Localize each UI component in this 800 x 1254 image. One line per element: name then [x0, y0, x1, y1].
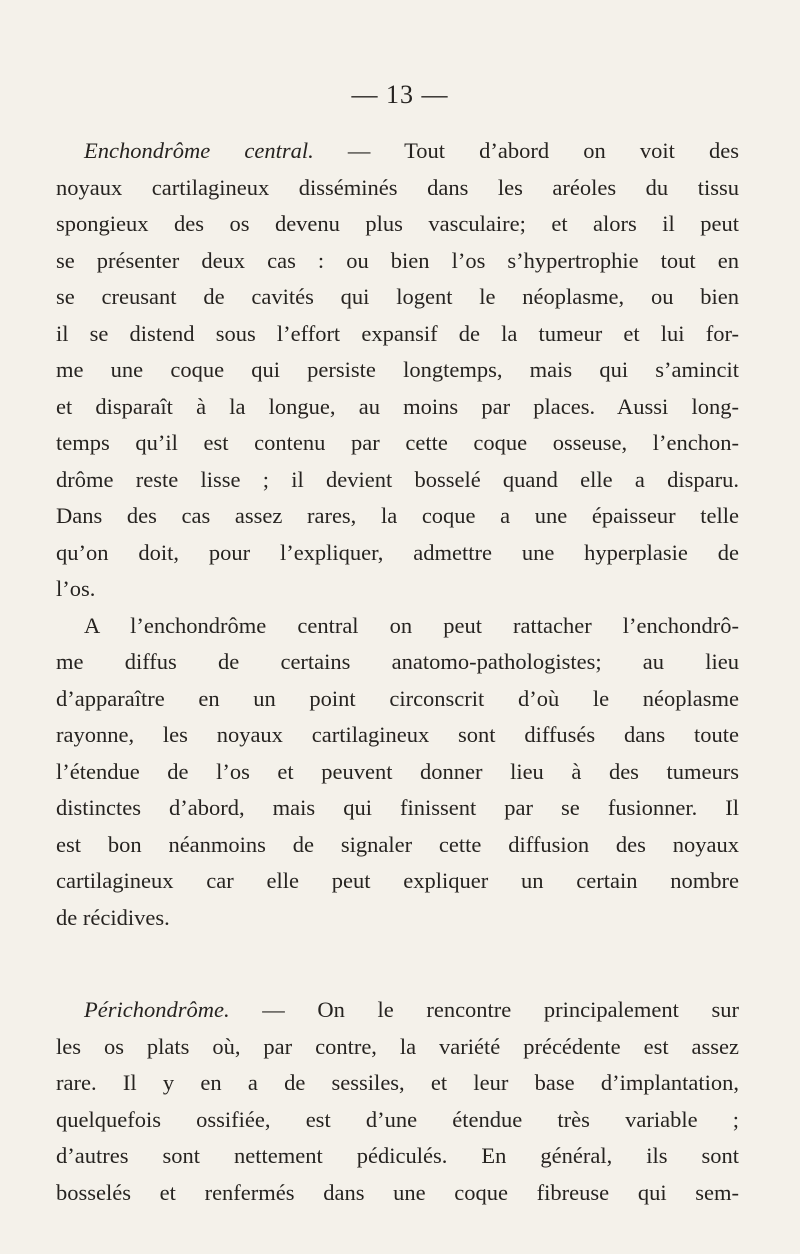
text-line: de récidives. — [56, 904, 170, 930]
text-line: Périchondrôme. — On le rencontre principalement sur — [84, 997, 739, 1022]
text-line: distinctes d’abord, mais qui finissent par se fusionner. Il — [56, 795, 739, 820]
text-line: rare. Il y en a de sessiles, et leur base d’implantation, — [56, 1070, 739, 1095]
text-line: Dans des cas assez rares, la coque a une épaisseur telle — [56, 503, 739, 528]
text-line: les os plats où, par contre, la variété précédente est assez — [56, 1033, 739, 1059]
section-gap — [56, 936, 739, 992]
text-line: me une coque qui persiste longtemps, mais qui s’amincit — [56, 357, 739, 382]
paragraph-perichondrome — [56, 992, 739, 1211]
paragraph-enchondrome-diffus — [56, 608, 739, 937]
text-line: est bon néanmoins de signaler cette diffusion des noyaux — [56, 831, 739, 857]
text-line: se présenter deux cas : ou bien l’os s’hypertrophie tout en — [56, 247, 739, 273]
text-line: drôme reste lisse ; il devient bosselé quand elle a disparu. — [56, 466, 739, 492]
text-line: Enchondrôme central. — Tout d’abord on voit des — [84, 138, 739, 163]
text-line: cartilagineux car elle peut expliquer un certain nombre — [56, 868, 739, 893]
section-title: Périchondrôme. — [84, 997, 230, 1022]
text-line: A l’enchondrôme central on peut rattacher l’enchondrô- — [84, 612, 739, 638]
text-line: rayonne, les noyaux cartilagineux sont diffusés dans toute — [56, 722, 739, 747]
text-line: qu’on doit, pour l’expliquer, admettre une hyperplasie de — [56, 539, 739, 565]
text-line: quelquefois ossifiée, est d’une étendue très variable ; — [56, 1106, 739, 1132]
text-line: temps qu’il est contenu par cette coque osseuse, l’enchon- — [56, 430, 739, 455]
text-line: l’étendue de l’os et peuvent donner lieu à des tumeurs — [56, 758, 739, 784]
page-number: — 13 — — [351, 80, 449, 109]
text-line: bosselés et renfermés dans une coque fibreuse qui sem- — [56, 1179, 739, 1205]
text-line: noyaux cartilagineux disséminés dans les aréoles du tissu — [56, 174, 739, 200]
section-title: Enchondrôme central. — [84, 138, 314, 163]
text-line: d’apparaître en un point circonscrit d’où le néoplasme — [56, 685, 739, 711]
body-text — [56, 133, 739, 1211]
text-line: l’os. — [56, 576, 96, 601]
text-line: il se distend sous l’effort expansif de la tumeur et lui for- — [56, 320, 739, 346]
text-line: d’autres sont nettement pédiculés. En général, ils sont — [56, 1143, 739, 1168]
text-line: me diffus de certains anatomo-pathologistes; au lieu — [56, 649, 739, 674]
text-line: spongieux des os devenu plus vasculaire; et alors il peut — [56, 211, 739, 236]
paragraph-enchondrome-central — [56, 133, 739, 608]
text-line: et disparaît à la longue, au moins par places. Aussi long- — [56, 393, 739, 419]
text-line: se creusant de cavités qui logent le néoplasme, ou bien — [56, 284, 739, 309]
